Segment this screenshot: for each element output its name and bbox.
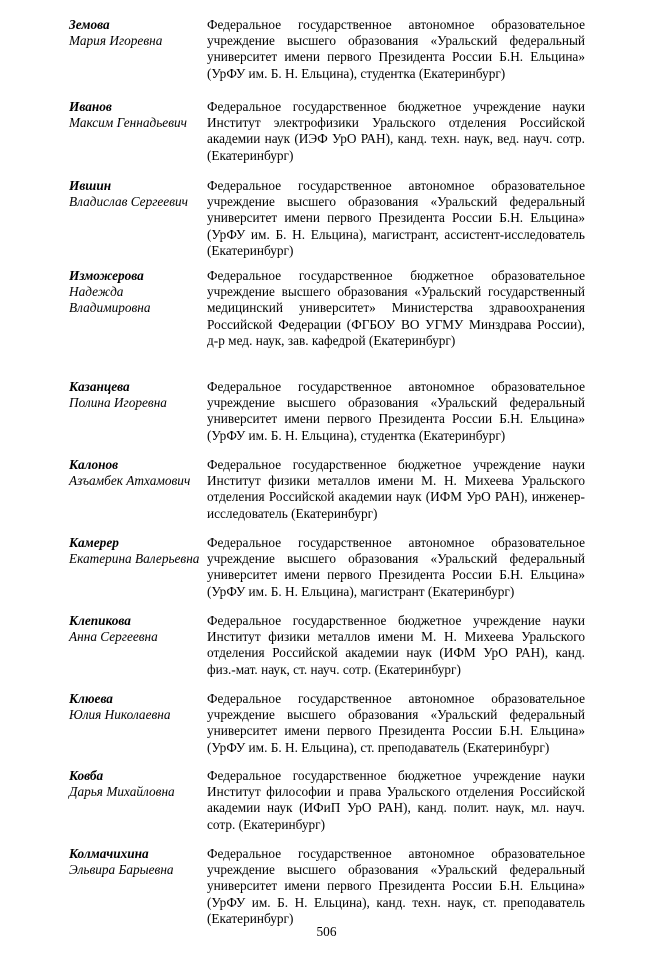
author-given-names: Азъамбек Атхамович xyxy=(69,473,191,489)
author-affiliation: Федеральное государственное автономное образовательное учреждение высшего образования «Уральский федеральный университет имени первого Президента России Б.Н. Ельцина» (УрФУ им. Б. Н. Ельцина), ст. преподаватель (Екатеринбург) xyxy=(207,691,585,755)
author-given-names: Анна Сергеевна xyxy=(69,629,158,645)
author-surname: Клюева xyxy=(69,691,113,706)
author-affiliation: Федеральное государственное бюджетное учреждение науки Институт философии и права Уральского отделения Российской академии наук (ИФиП УрО РАН), канд. полит. наук, мл. науч. сотр. (Екатеринбург) xyxy=(207,768,585,832)
author-entry xyxy=(69,691,585,756)
author-surname: Иванов xyxy=(69,99,112,114)
author-affiliation: Федеральное государственное бюджетное учреждение науки Институт электрофизики Уральского отделения Российской академии наук (ИЭФ УрО РАН), канд. техн. наук, вед. науч. сотр. (Екатеринбург) xyxy=(207,99,585,163)
author-name xyxy=(69,613,207,678)
author-given-names: Эльвира Барыевна xyxy=(69,862,174,878)
author-given-names: Полина Игоревна xyxy=(69,395,167,411)
author-surname: Ковба xyxy=(69,768,104,783)
author-entry xyxy=(69,535,585,600)
author-name xyxy=(69,99,207,164)
author-entry xyxy=(69,99,585,164)
author-surname: Калонов xyxy=(69,457,119,472)
author-given-names: Екатерина Валерьевна xyxy=(69,551,200,567)
author-given-names: Владислав Сергеевич xyxy=(69,194,188,210)
author-affiliation: Федеральное государственное бюджетное учреждение науки Институт физики металлов имени М. Н. Михеева Уральского отделения Российской академии наук (ИФМ УрО РАН), инженер-исследователь (Екатеринбург) xyxy=(207,457,585,521)
author-affiliation: Федеральное государственное бюджетное учреждение науки Институт физики металлов имени М. Н. Михеева Уральского отделения Российской академии наук (ИФМ УрО РАН), канд. физ.-мат. наук, ст. науч. сотр. (Екатеринбург) xyxy=(207,613,585,677)
author-affiliation: Федеральное государственное автономное образовательное учреждение высшего образования «Уральский федеральный университет имени первого Президента России Б.Н. Ельцина» (УрФУ им. Б. Н. Ельцина), магистрант (Екатеринбург) xyxy=(207,535,585,599)
author-given-names: Надежда Владимировна xyxy=(69,284,151,316)
author-name xyxy=(69,17,207,82)
author-surname: Земова xyxy=(69,17,110,32)
author-entry xyxy=(69,457,585,522)
author-entry xyxy=(69,379,585,444)
author-affiliation: Федеральное государственное автономное образовательное учреждение высшего образования «Уральский федеральный университет имени первого Президента России Б.Н. Ельцина» (УрФУ им. Б. Н. Ельцина), студентка (Екатеринбург) xyxy=(207,17,585,81)
author-given-names: Максим Геннадьевич xyxy=(69,115,187,131)
author-name xyxy=(69,457,207,522)
author-name xyxy=(69,768,207,833)
author-entry xyxy=(69,613,585,678)
author-name xyxy=(69,268,207,349)
author-name xyxy=(69,846,207,927)
author-affiliation: Федеральное государственное автономное образовательное учреждение высшего образования «Уральский федеральный университет имени первого Президента России Б.Н. Ельцина» (УрФУ им. Б. Н. Ельцина), магистрант, ассистент-исследователь (Екатеринбург) xyxy=(207,178,585,258)
author-given-names: Юлия Николаевна xyxy=(69,707,171,723)
author-entry xyxy=(69,17,585,82)
author-name xyxy=(69,535,207,600)
author-affiliation: Федеральное государственное бюджетное образовательное учреждение высшего образования «Уральский государственный медицинский университет» Министерства здравоохранения Российской Федерации (ФГБОУ ВО УГМУ Минздрава России), д-р мед. наук, зав. кафедрой (Екатеринбург) xyxy=(207,268,585,348)
author-entry xyxy=(69,768,585,833)
author-entry xyxy=(69,268,585,349)
author-surname: Камерер xyxy=(69,535,119,550)
author-entry xyxy=(69,178,585,259)
author-given-names: Мария Игоревна xyxy=(69,33,163,49)
author-name xyxy=(69,691,207,756)
author-name xyxy=(69,379,207,444)
author-surname: Изможерова xyxy=(69,268,144,283)
author-name xyxy=(69,178,207,259)
author-given-names: Дарья Михайловна xyxy=(69,784,175,800)
author-surname: Казанцева xyxy=(69,379,130,394)
author-affiliation: Федеральное государственное автономное образовательное учреждение высшего образования «Уральский федеральный университет имени первого Президента России Б.Н. Ельцина» (УрФУ им. Б. Н. Ельцина), канд. техн. наук, ст. преподаватель (Екатеринбург) xyxy=(207,846,585,926)
author-entry xyxy=(69,846,585,927)
author-affiliation: Федеральное государственное автономное образовательное учреждение высшего образования «Уральский федеральный университет имени первого Президента России Б.Н. Ельцина» (УрФУ им. Б. Н. Ельцина), студентка (Екатеринбург) xyxy=(207,379,585,443)
author-surname: Колмачихина xyxy=(69,846,149,861)
author-surname: Ившин xyxy=(69,178,112,193)
author-surname: Клепикова xyxy=(69,613,131,628)
page-number: 506 xyxy=(316,924,337,939)
